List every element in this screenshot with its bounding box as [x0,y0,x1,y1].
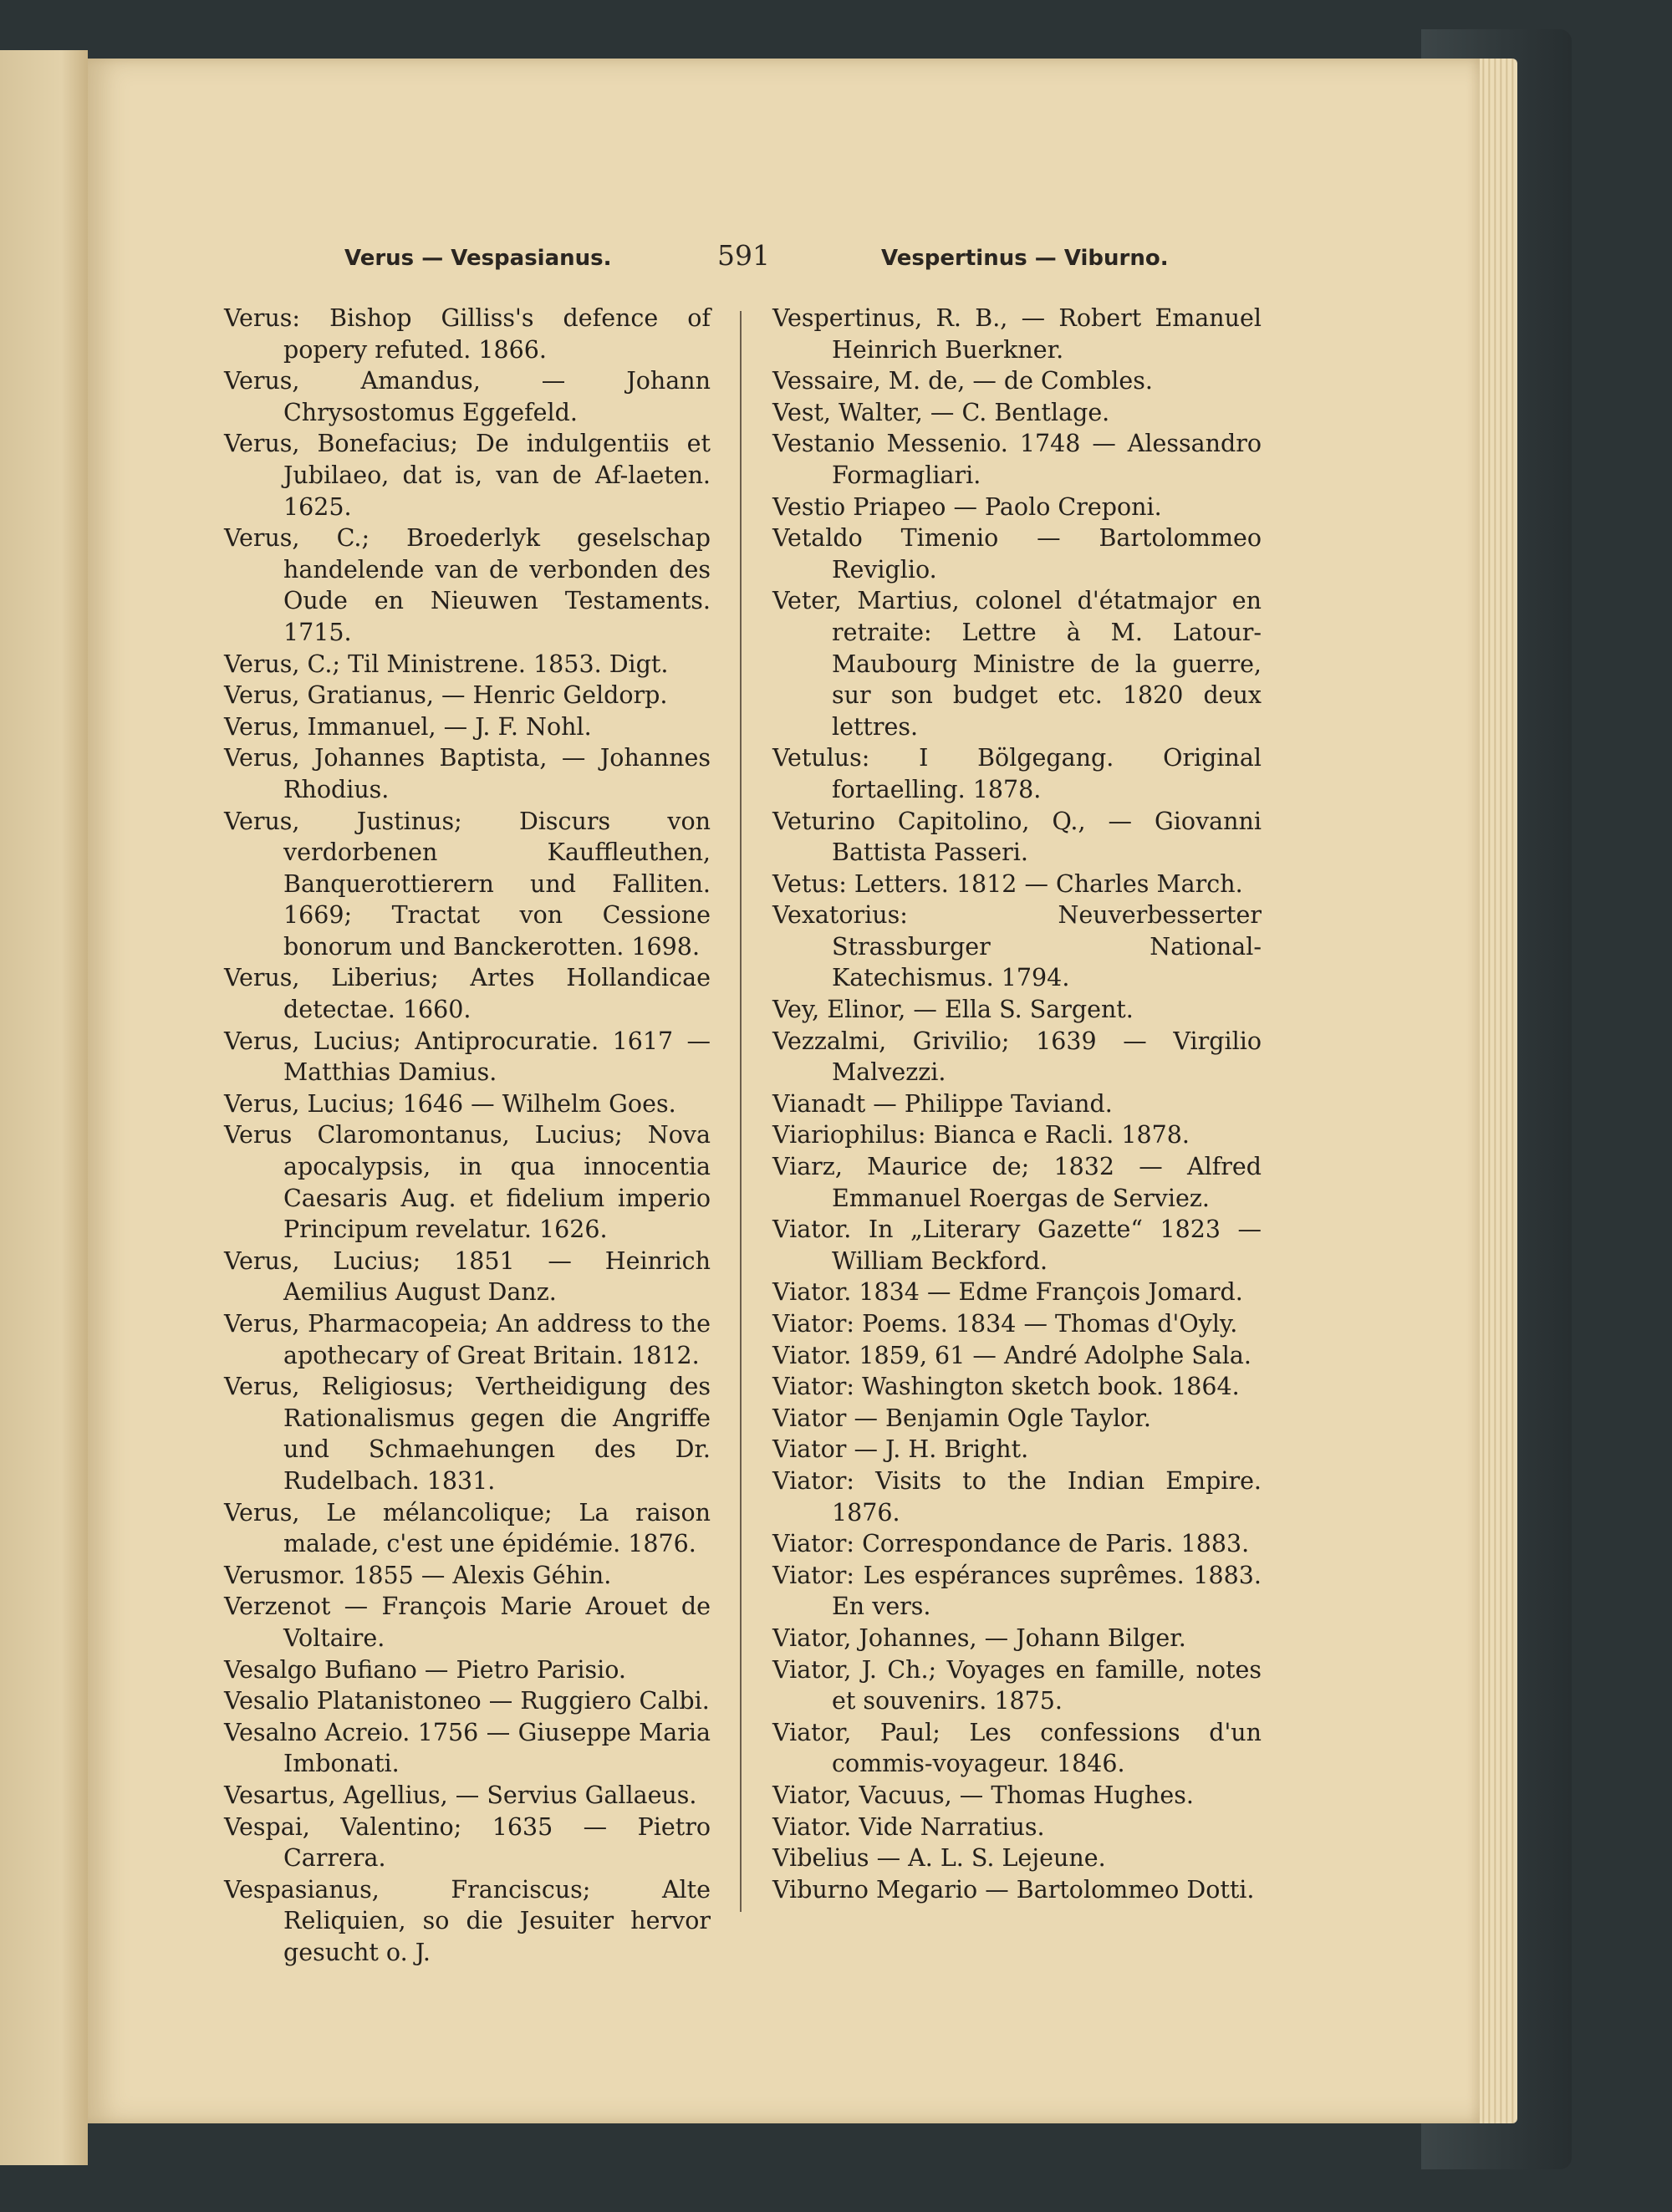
index-entry: Verzenot — François Marie Arouet de Voltaire. [224,1593,711,1652]
index-entry: Vesalgo Bufiano — Pietro Parisio. [224,1655,626,1684]
left-column [224,303,711,1968]
index-entry: Verus: Bishop Gilliss's defence of popery refuted. 1866. [224,304,711,364]
index-entry: Vestio Priapeo — Paolo Creponi. [772,492,1162,521]
index-entry: Viariophilus: Bianca e Racli. 1878. [772,1121,1190,1149]
index-entry: Veturino Capitolino, Q., — Giovanni Battista Passeri. [772,807,1262,867]
index-entry: Viarz, Maurice de; 1832 — Alfred Emmanuel Roergas de Serviez. [772,1153,1262,1212]
index-entry: Viator: Visits to the Indian Empire. 1876. [772,1466,1262,1526]
index-entry: Viator. 1859, 61 — André Adolphe Sala. [772,1341,1251,1369]
running-head-left: Verus — Vespasianus. [344,246,612,271]
index-entry: Veter, Martius, colonel d'étatmajor en retraite: Lettre à M. Latour-Maubourg Ministre de la guerre, sur son budget etc. 1820 deux lettres. [772,587,1262,741]
index-entry: Viator — J. H. Bright. [772,1435,1029,1464]
column-divider [740,311,742,1912]
page-number: 591 [717,239,770,272]
index-entry: Verus, Johannes Baptista, — Johannes Rhodius. [224,744,711,803]
index-entry: Verus, Liberius; Artes Hollandicae detectae. 1660. [224,964,711,1024]
index-entry: Verus, Amandus, — Johann Chrysostomus Eggefeld. [224,367,711,426]
index-entry: Vesalio Platanistoneo — Ruggiero Calbi. [224,1687,710,1715]
index-entry: Viator. 1834 — Edme François Jomard. [772,1278,1243,1307]
index-entry: Viator: Correspondance de Paris. 1883. [772,1530,1250,1558]
index-entry: Vespasianus, Franciscus; Alte Reliquien, so die Jesuiter hervor gesucht o. J. [224,1875,711,1966]
facing-page-edge [0,50,88,2165]
index-entry: Vesartus, Agellius, — Servius Gallaeus. [224,1781,697,1809]
index-entry: Verus, Immanuel, — J. F. Nohl. [224,712,592,741]
index-entry: Verusmor. 1855 — Alexis Géhin. [224,1561,612,1589]
index-entry: Viator: Washington sketch book. 1864. [772,1373,1240,1401]
index-entry: Verus, C.; Broederlyk geselschap handelende van de verbonden des Oude en Nieuwen Testaments. 1715. [224,524,711,646]
index-entry: Verus, Justinus; Discurs von verdorbenen Kauffleuthen, Banquerottierern und Falliten. 1669; Tractat von Cessione bonorum und Banckerotten. 1698. [224,807,711,961]
index-entry: Viator: Poems. 1834 — Thomas d'Oyly. [772,1310,1238,1338]
index-entry: Vetus: Letters. 1812 — Charles March. [772,869,1243,898]
index-entry: Viburno Megario — Bartolommeo Dotti. [772,1875,1255,1904]
index-entry: Verus, Lucius; Antiprocuratie. 1617 — Matthias Damius. [224,1027,711,1087]
index-entry: Vespertinus, R. B., — Robert Emanuel Heinrich Buerkner. [772,304,1262,364]
index-entry: Viator — Benjamin Ogle Taylor. [772,1404,1151,1432]
index-entry: Verus Claromontanus, Lucius; Nova apocalypsis, in qua innocentia Caesaris Aug. et fidelium imperio Principum revelatur. 1626. [224,1121,711,1244]
index-entry: Vestanio Messenio. 1748 — Alessandro Formagliari. [772,430,1262,489]
index-entry: Vespai, Valentino; 1635 — Pietro Carrera. [224,1812,711,1873]
index-entry: Vesalno Acreio. 1756 — Giuseppe Maria Imbonati. [224,1718,711,1778]
index-entry: Verus, Lucius; 1851 — Heinrich Aemilius August Danz. [224,1246,711,1307]
index-entry: Viator, Johannes, — Johann Bilger. [772,1623,1186,1652]
right-column [772,303,1262,1905]
running-head-right: Vespertinus — Viburno. [881,246,1169,271]
index-entry: Vianadt — Philippe Taviand. [772,1089,1113,1118]
index-entry: Viator. In „Literary Gazette“ 1823 — William Beckford. [772,1216,1262,1275]
index-entry: Verus, Religiosus; Vertheidigung des Rationalismus gegen die Angriffe und Schmaehungen des Dr. Rudelbach. 1831. [224,1373,711,1495]
index-entry: Vessaire, M. de, — de Combles. [772,367,1153,395]
index-entry: Vey, Elinor, — Ella S. Sargent. [772,996,1134,1024]
index-entry: Verus, C.; Til Ministrene. 1853. Digt. [224,650,669,678]
index-entry: Vetulus: I Bölgegang. Original fortaelling. 1878. [772,744,1262,803]
index-entry: Viator, Vacuus, — Thomas Hughes. [772,1781,1194,1809]
index-entry: Vibelius — A. L. S. Lejeune. [772,1844,1106,1873]
index-entry: Viator, Paul; Les confessions d'un commis-voyageur. 1846. [772,1718,1262,1778]
index-entry: Verus, Bonefacius; De indulgentiis et Jubilaeo, dat is, van de Af-laeten. 1625. [224,430,711,521]
index-entry: Verus, Gratianus, — Henric Geldorp. [224,681,668,710]
index-entry: Viator: Les espérances suprêmes. 1883. En vers. [772,1561,1262,1621]
index-entry: Viator, J. Ch.; Voyages en famille, notes et souvenirs. 1875. [772,1655,1262,1715]
index-entry: Viator. Vide Narratius. [772,1812,1045,1841]
index-entry: Vetaldo Timenio — Bartolommeo Reviglio. [772,524,1262,584]
index-entry: Vezzalmi, Grivilio; 1639 — Virgilio Malvezzi. [772,1027,1262,1087]
index-entry: Vest, Walter, — C. Bentlage. [772,398,1110,426]
index-entry: Verus, Le mélancolique; La raison malade, c'est une épidémie. 1876. [224,1498,711,1558]
index-entry: Verus, Pharmacopeia; An address to the apothecary of Great Britain. 1812. [224,1310,711,1369]
index-entry: Verus, Lucius; 1646 — Wilhelm Goes. [224,1089,676,1118]
index-entry: Vexatorius: Neuverbesserter Strassburger National-Katechismus. 1794. [772,901,1262,992]
